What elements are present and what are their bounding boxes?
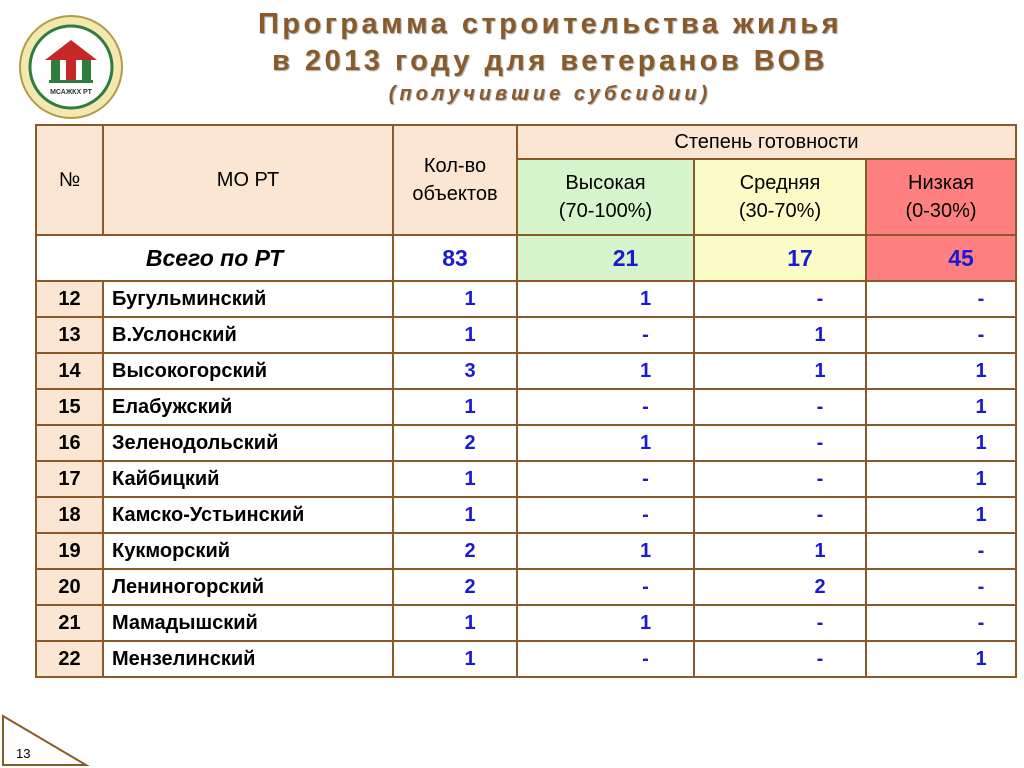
row-num: 20 bbox=[36, 569, 103, 605]
header-count bbox=[393, 125, 517, 235]
row-high: - bbox=[517, 497, 694, 533]
row-count: 2 bbox=[393, 425, 517, 461]
row-num: 12 bbox=[36, 281, 103, 317]
header-low bbox=[866, 159, 1016, 235]
header-mid-label: Средняя bbox=[739, 172, 821, 194]
row-low: - bbox=[866, 281, 1016, 317]
row-high: - bbox=[517, 389, 694, 425]
row-mid: - bbox=[694, 281, 866, 317]
header-high-label: Высокая bbox=[565, 172, 646, 194]
header-mid-range: (30-70%) bbox=[738, 200, 822, 222]
row-high: - bbox=[517, 317, 694, 353]
page-title bbox=[150, 6, 950, 108]
row-low: 1 bbox=[866, 461, 1016, 497]
header-num: № bbox=[36, 125, 103, 235]
total-label: Всего по РТ bbox=[36, 235, 393, 281]
row-count: 1 bbox=[393, 461, 517, 497]
header-mo: МО РТ bbox=[103, 125, 393, 235]
row-num: 15 bbox=[36, 389, 103, 425]
row-name: Кайбицкий bbox=[103, 461, 393, 497]
row-low: - bbox=[866, 605, 1016, 641]
table-row bbox=[36, 605, 1016, 641]
row-name: В.Услонский bbox=[103, 317, 393, 353]
row-low: 1 bbox=[866, 389, 1016, 425]
table-row bbox=[36, 641, 1016, 677]
row-num: 21 bbox=[36, 605, 103, 641]
row-low: - bbox=[866, 317, 1016, 353]
header-high-range: (70-100%) bbox=[558, 200, 653, 222]
row-high: 1 bbox=[517, 533, 694, 569]
header-count-label: Кол-во объектов bbox=[412, 155, 498, 205]
row-mid: - bbox=[694, 641, 866, 677]
row-name: Мензелинский bbox=[103, 641, 393, 677]
row-low: 1 bbox=[866, 641, 1016, 677]
row-mid: 1 bbox=[694, 353, 866, 389]
row-mid: - bbox=[694, 497, 866, 533]
table-row bbox=[36, 281, 1016, 317]
row-mid: 2 bbox=[694, 569, 866, 605]
row-name: Бугульминский bbox=[103, 281, 393, 317]
row-high: - bbox=[517, 569, 694, 605]
table-row bbox=[36, 497, 1016, 533]
row-count: 1 bbox=[393, 641, 517, 677]
row-name: Камско-Устьинский bbox=[103, 497, 393, 533]
page-corner-icon bbox=[0, 712, 90, 768]
row-num: 16 bbox=[36, 425, 103, 461]
row-mid: - bbox=[694, 461, 866, 497]
row-num: 19 bbox=[36, 533, 103, 569]
row-low: 1 bbox=[866, 353, 1016, 389]
table-row bbox=[36, 425, 1016, 461]
row-mid: - bbox=[694, 389, 866, 425]
row-count: 1 bbox=[393, 389, 517, 425]
table-row bbox=[36, 461, 1016, 497]
row-mid: 1 bbox=[694, 533, 866, 569]
readiness-table bbox=[35, 124, 1017, 678]
table-row bbox=[36, 317, 1016, 353]
row-high: - bbox=[517, 461, 694, 497]
row-name: Зеленодольский bbox=[103, 425, 393, 461]
row-mid: - bbox=[694, 425, 866, 461]
header-mid bbox=[694, 159, 866, 235]
title-line-2: в 2013 году для ветеранов ВОВ bbox=[272, 45, 828, 77]
row-name: Лениногорский bbox=[103, 569, 393, 605]
row-high: 1 bbox=[517, 425, 694, 461]
row-num: 18 bbox=[36, 497, 103, 533]
title-line-1: Программа строительства жилья bbox=[257, 8, 843, 40]
row-name: Высокогорский bbox=[103, 353, 393, 389]
header-readiness: Степень готовности bbox=[517, 125, 1016, 159]
row-num: 17 bbox=[36, 461, 103, 497]
row-count: 1 bbox=[393, 317, 517, 353]
page-number: 13 bbox=[16, 746, 31, 761]
table-row bbox=[36, 569, 1016, 605]
total-low: 45 bbox=[866, 235, 1016, 281]
row-num: 22 bbox=[36, 641, 103, 677]
table-body bbox=[36, 281, 1016, 677]
row-count: 1 bbox=[393, 281, 517, 317]
total-row bbox=[36, 235, 1016, 281]
title-subtitle: (получившие субсидии) bbox=[388, 83, 712, 105]
row-count: 2 bbox=[393, 533, 517, 569]
total-high: 21 bbox=[517, 235, 694, 281]
row-name: Елабужский bbox=[103, 389, 393, 425]
header-high bbox=[517, 159, 694, 235]
table-row bbox=[36, 389, 1016, 425]
total-count: 83 bbox=[393, 235, 517, 281]
row-name: Мамадышский bbox=[103, 605, 393, 641]
total-mid: 17 bbox=[694, 235, 866, 281]
logo-text: МСАЖКХ РТ bbox=[50, 89, 92, 96]
row-low: 1 bbox=[866, 425, 1016, 461]
row-high: - bbox=[517, 641, 694, 677]
table-row bbox=[36, 533, 1016, 569]
logo bbox=[18, 14, 124, 120]
row-count: 2 bbox=[393, 569, 517, 605]
row-num: 14 bbox=[36, 353, 103, 389]
row-high: 1 bbox=[517, 605, 694, 641]
row-count: 3 bbox=[393, 353, 517, 389]
row-name: Кукморский bbox=[103, 533, 393, 569]
row-high: 1 bbox=[517, 281, 694, 317]
row-mid: - bbox=[694, 605, 866, 641]
row-high: 1 bbox=[517, 353, 694, 389]
row-num: 13 bbox=[36, 317, 103, 353]
table-row bbox=[36, 353, 1016, 389]
header-low-range: (0-30%) bbox=[905, 200, 977, 222]
row-count: 1 bbox=[393, 605, 517, 641]
header-low-label: Низкая bbox=[908, 172, 974, 194]
row-low: - bbox=[866, 569, 1016, 605]
row-low: 1 bbox=[866, 497, 1016, 533]
row-count: 1 bbox=[393, 497, 517, 533]
row-mid: 1 bbox=[694, 317, 866, 353]
row-low: - bbox=[866, 533, 1016, 569]
